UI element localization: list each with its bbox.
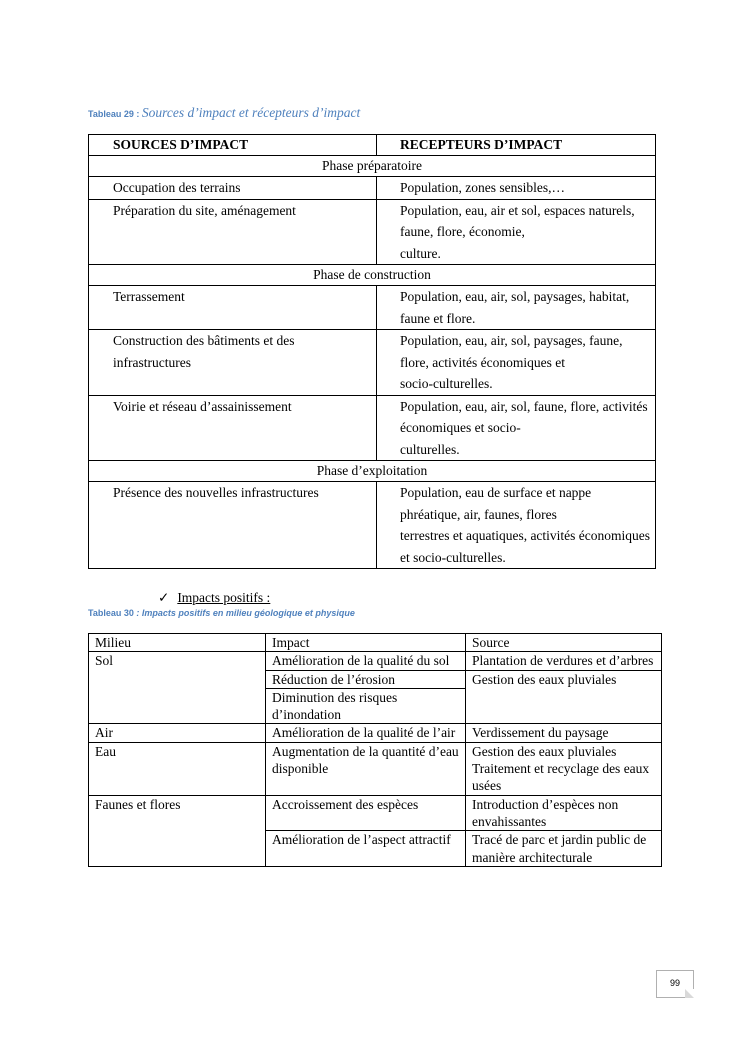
milieu-cell: Air xyxy=(89,724,266,742)
receptor-line: Population, eau de surface et nappe xyxy=(400,485,592,500)
receptor-line: terrestres et aquatiques, activités économiques xyxy=(400,528,651,543)
impact-cell: Amélioration de la qualité du sol xyxy=(266,652,466,670)
source-line: Voirie et réseau d’assainissement xyxy=(113,398,292,414)
source-cell: Tracé de parc et jardin public de manière architecturale xyxy=(466,831,662,867)
impact-cell: Amélioration de l’aspect attractif xyxy=(266,831,466,867)
table-row xyxy=(89,286,656,330)
source-line: infrastructures xyxy=(113,354,191,370)
table29-caption xyxy=(88,104,360,122)
table-header-row xyxy=(89,135,656,156)
table30-caption xyxy=(88,608,355,618)
table-row xyxy=(89,395,656,461)
receptor-line: Population, eau, air, sol, paysages, habitat, xyxy=(400,289,630,304)
phase-row xyxy=(89,156,656,177)
source-line: Terrassement xyxy=(113,289,185,304)
source-cell xyxy=(89,395,377,461)
impact-cell: Réduction de l’érosion xyxy=(266,670,466,688)
impact-cell: Augmentation de la quantité d’eau disponible xyxy=(266,742,466,795)
header-sources: SOURCES D’IMPACT xyxy=(89,135,377,156)
page-number xyxy=(656,970,694,998)
receptors-cell xyxy=(377,199,656,265)
table-row xyxy=(89,724,662,742)
impact-cell: Diminution des risques d’inondation xyxy=(266,688,466,724)
receptors-cell xyxy=(377,482,656,569)
milieu-cell: Sol xyxy=(89,652,266,724)
receptor-line: économiques et socio- xyxy=(400,420,521,435)
table-row xyxy=(89,742,662,795)
table29-caption-label: Tableau 29 : xyxy=(88,109,142,119)
page-number-text: 99 xyxy=(669,978,680,988)
receptors-cell xyxy=(377,286,656,330)
receptor-line: Population, eau, air, sol, paysages, faune, xyxy=(400,333,623,348)
impact-cell: Accroissement des espèces xyxy=(266,795,466,831)
receptors-cell xyxy=(377,177,656,200)
impacts-positifs-heading xyxy=(158,590,270,606)
receptor-line: phréatique, air, faunes, flores xyxy=(400,506,557,522)
receptor-line: flore, activités économiques et xyxy=(400,354,565,370)
source-cell xyxy=(466,742,662,795)
header-source: Source xyxy=(466,634,662,652)
receptor-line: Population, eau, air et sol, espaces naturels, xyxy=(400,202,635,218)
source-line: Traitement et recyclage des eaux usées xyxy=(472,761,650,794)
table30-caption-title: : Impacts positifs en milieu géologique et physique xyxy=(136,608,355,618)
source-cell: Plantation de verdures et d’arbres xyxy=(466,652,662,670)
receptor-line: culture. xyxy=(400,245,441,261)
phase-row xyxy=(89,265,656,286)
receptor-line: Population, eau, air, sol, faune, flore, activités xyxy=(400,398,648,414)
receptor-line: Population, zones sensibles,… xyxy=(400,180,565,195)
milieu-cell: Faunes et flores xyxy=(89,795,266,866)
table-row xyxy=(89,330,656,396)
table29-caption-title: Sources d’impact et récepteurs d’impact xyxy=(141,105,361,120)
source-cell xyxy=(89,286,377,330)
source-line: Construction des bâtiments et des xyxy=(113,333,295,348)
positive-impacts-table xyxy=(88,633,662,867)
source-line: Occupation des terrains xyxy=(113,180,241,195)
check-icon: ✓ xyxy=(158,590,170,605)
page-curl-icon xyxy=(685,989,694,998)
header-milieu: Milieu xyxy=(89,634,266,652)
impacts-positifs-label: Impacts positifs : xyxy=(177,590,271,605)
header-impact: Impact xyxy=(266,634,466,652)
table-row xyxy=(89,795,662,831)
source-cell xyxy=(89,177,377,200)
receptor-line: faune et flore. xyxy=(400,310,476,326)
receptor-line: culturelles. xyxy=(400,441,460,457)
impact-sources-table xyxy=(88,134,656,569)
receptors-cell xyxy=(377,395,656,461)
table-row xyxy=(89,652,662,670)
source-cell xyxy=(89,199,377,265)
table-row xyxy=(89,482,656,569)
source-line: Présence des nouvelles infrastructures xyxy=(113,485,319,500)
phase-title: Phase de construction xyxy=(89,265,656,286)
source-cell xyxy=(89,482,377,569)
impact-cell: Amélioration de la qualité de l’air xyxy=(266,724,466,742)
source-cell: Introduction d’espèces non envahissantes xyxy=(466,795,662,831)
phase-title: Phase d’exploitation xyxy=(89,461,656,482)
header-receptors: RECEPTEURS D’IMPACT xyxy=(377,135,656,156)
table30-caption-label: Tableau 30 xyxy=(88,608,137,618)
source-cell: Verdissement du paysage xyxy=(466,724,662,742)
receptor-line: faune, flore, économie, xyxy=(400,224,525,239)
source-cell xyxy=(89,330,377,396)
table-header-row xyxy=(89,634,662,652)
source-line: Gestion des eaux pluviales xyxy=(472,743,617,759)
phase-row xyxy=(89,461,656,482)
table-row xyxy=(89,199,656,265)
phase-title: Phase préparatoire xyxy=(89,156,656,177)
milieu-cell: Eau xyxy=(89,742,266,795)
receptor-line: socio-culturelles. xyxy=(400,376,493,391)
receptor-line: et socio-culturelles. xyxy=(400,549,506,565)
source-line: Préparation du site, aménagement xyxy=(113,202,296,218)
receptors-cell xyxy=(377,330,656,396)
table-row xyxy=(89,177,656,200)
source-cell: Gestion des eaux pluviales xyxy=(466,670,662,724)
